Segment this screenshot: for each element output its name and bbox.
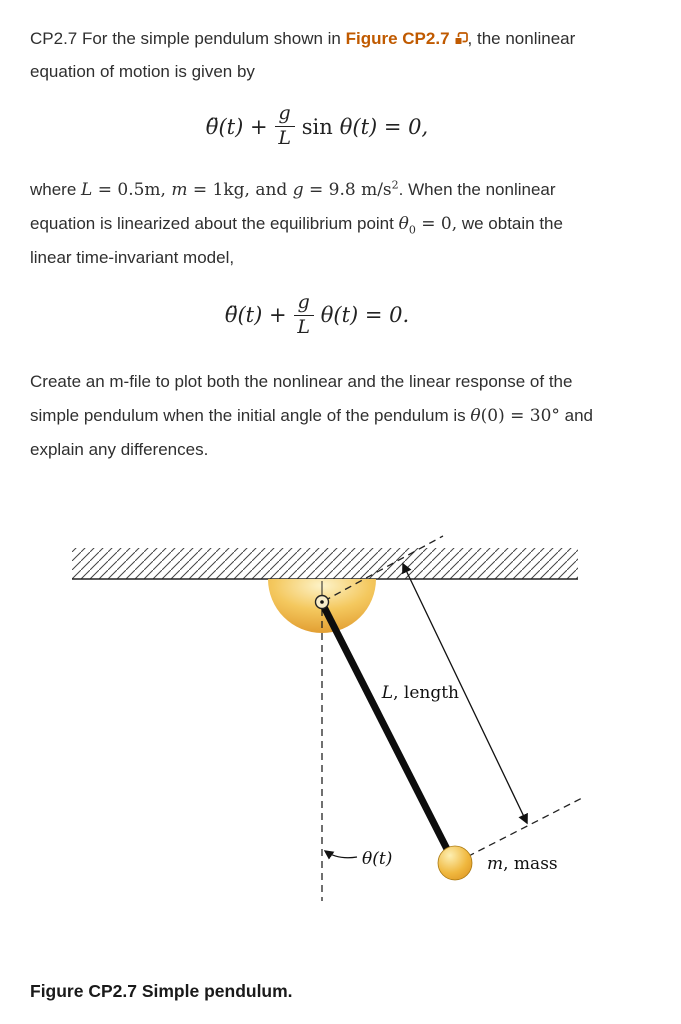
- length-label: [381, 683, 459, 703]
- eq1-tail: θ(t) = 0,: [339, 114, 429, 139]
- eq2-numerator: g: [294, 293, 314, 316]
- p3-initial-angle: (0) = 30°: [480, 405, 560, 426]
- ceiling-hatch: [72, 548, 578, 579]
- problem-text-column: [0, 0, 630, 466]
- lower-perpendicular-dashed-line: [457, 797, 584, 862]
- pendulum-figure: [0, 520, 681, 935]
- mass-label-var: m: [487, 853, 504, 874]
- task-paragraph: [30, 365, 604, 465]
- p2-var-theta0: θ: [398, 214, 409, 235]
- length-label-var: L: [381, 682, 394, 703]
- p2-var-m: m: [171, 180, 188, 201]
- p2-text-end: we obtain the linear time-invariant model,: [30, 214, 563, 268]
- p2-val-m: = 1kg, and: [187, 180, 293, 201]
- p2-val-L: = 0.5m,: [92, 180, 172, 201]
- figure-link-label: Figure CP2.7: [345, 29, 450, 48]
- mass-label-rest: , mass: [503, 853, 558, 874]
- p2-theta0-value: = 0,: [415, 214, 458, 235]
- angle-arrow: [325, 851, 357, 858]
- p2-var-L: L: [81, 180, 93, 201]
- popout-icon-square: [455, 38, 462, 45]
- eq2-lead: θ̈(t) +: [224, 303, 287, 328]
- eq2-tail: θ(t) = 0.: [320, 303, 410, 328]
- linear-equation: [30, 290, 604, 338]
- p3-text: Create an m-file to plot both the nonlinear and the linear response of the simple pendulum when the initial angle of the pendulum is: [30, 372, 573, 425]
- popout-icon: [454, 32, 468, 46]
- mass-label: [487, 854, 558, 874]
- eq1-denominator: L: [278, 127, 291, 150]
- p2-squared-sup: 2: [391, 178, 399, 192]
- problem-parameters-paragraph: [30, 173, 604, 274]
- pivot-dot: [320, 600, 324, 604]
- eq2-denominator: L: [297, 315, 310, 338]
- pendulum-bob: [438, 846, 472, 880]
- problem-statement-intro: [30, 22, 604, 88]
- p3-text-end: and explain any differences.: [30, 405, 593, 459]
- p2-text: where: [30, 180, 82, 200]
- p2-var-g: g: [292, 180, 304, 201]
- p3-var-theta: θ: [470, 405, 481, 426]
- nonlinear-equation: [30, 104, 604, 149]
- eq1-sin: sin: [301, 114, 333, 139]
- length-label-rest: , length: [393, 682, 459, 703]
- intro-text-cont: , the nonlinear equation of motion is given by: [30, 29, 576, 82]
- figure-caption: Figure CP2.7 Simple pendulum.: [30, 980, 293, 1001]
- eq1-fraction: [275, 104, 295, 149]
- pendulum-rod: [323, 605, 450, 855]
- pendulum-diagram: [0, 520, 681, 930]
- intro-text: CP2.7 For the simple pendulum shown in: [30, 29, 346, 48]
- eq1-numerator: g: [275, 104, 295, 127]
- p2-theta-sub: 0: [408, 223, 416, 237]
- eq1-lead: θ̈(t) +: [205, 114, 268, 139]
- eq2-fraction: [294, 290, 314, 338]
- p2-text-cont: . When the nonlinear equation is linearized about the equilibrium point: [30, 180, 556, 234]
- figure-link[interactable]: [346, 29, 468, 48]
- angle-label: θ(t): [362, 848, 393, 869]
- p2-val-g: = 9.8 m/s: [303, 180, 392, 201]
